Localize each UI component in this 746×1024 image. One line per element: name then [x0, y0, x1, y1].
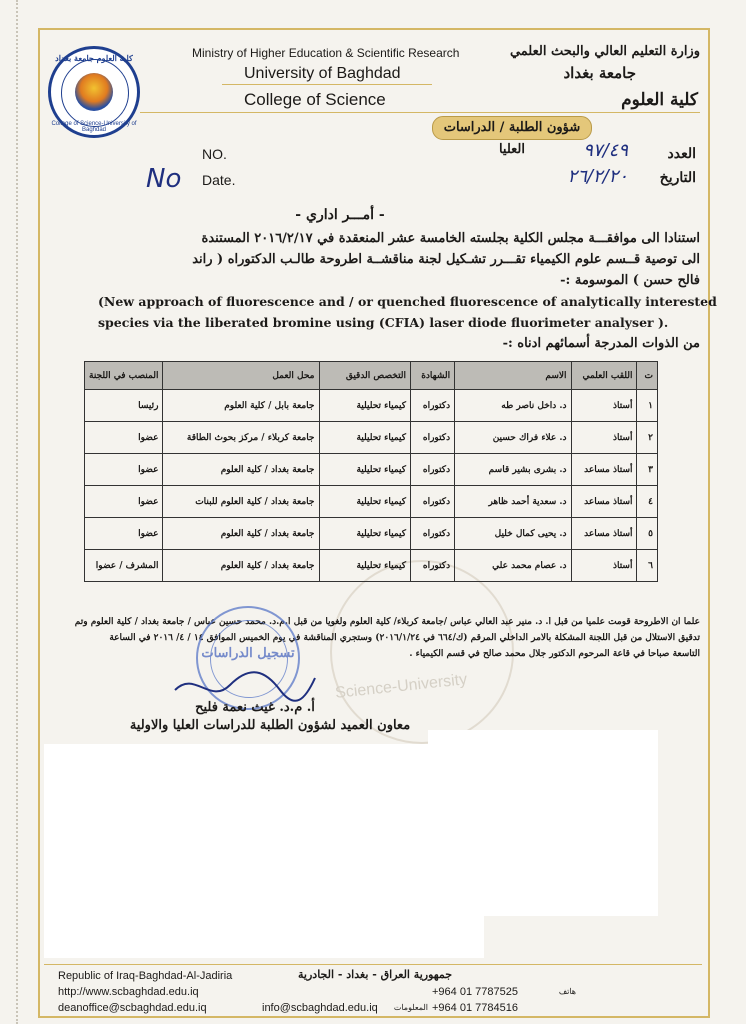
cell-role: عضوا — [85, 486, 163, 518]
note-line-3: التاسعة صباحا في قاعة المرحوم الدكتور جلال محمد صالح في قسم الكيمياء . — [409, 649, 700, 659]
redacted-area — [44, 900, 484, 958]
cell-workplace: جامعة بغداد / كلية العلوم — [163, 550, 319, 582]
cell-role: المشرف / عضوا — [85, 550, 163, 582]
table-row — [85, 518, 658, 550]
cell-name: د. عصام محمد علي — [455, 550, 571, 582]
header-rule-en — [222, 84, 432, 85]
table-row — [85, 422, 658, 454]
cell-title: أستاذ — [571, 390, 637, 422]
body-line-1: استنادا الى موافقـــة مجلس الكلية بجلسته الخامسة عشر المنعقدة في ٢٠١٦/٢/١٧ المستندة — [201, 231, 700, 246]
cell-name: د. داخل ناصر طه — [455, 390, 571, 422]
cell-workplace: جامعة بابل / كلية العلوم — [163, 390, 319, 422]
signatory-title: معاون العميد لشؤون الطلبة للدراسات العليا والاولية — [129, 718, 411, 733]
footer-rule — [44, 964, 702, 965]
footer-info-label: المعلومات — [393, 1003, 428, 1012]
footer-ar-address: جمهورية العراق - بغداد - الجادرية — [298, 968, 452, 981]
thesis-title-line-1: (New approach of fluorescence and / or quenched fluorescence of analytically interested — [98, 294, 717, 309]
note-line-2: تدقيق الاستلال من قبل اللجنة المشكلة بالامر الداخلي المرقم (ك/٦٦٤ في ٢٠١٦/١/٢٤) وستجري المناقشة في يوم الخميس الموافق ١٤ / ٤/ ٢٠١٦ في الساعة — [109, 633, 700, 643]
col-header-name: الاسم — [455, 362, 571, 390]
cell-degree: دكتوراه — [411, 390, 455, 422]
handwritten-ar-no: ٩٧/٤٩ — [583, 140, 628, 161]
committee-table — [84, 361, 658, 582]
cell-degree: دكتوراه — [411, 454, 455, 486]
cell-name: د. بشرى بشير قاسم — [455, 454, 571, 486]
cell-role: عضوا — [85, 454, 163, 486]
redacted-area — [428, 730, 658, 750]
cell-title: أستاذ — [571, 550, 637, 582]
footer-email-dean: deanoffice@scbaghdad.edu.iq — [58, 1002, 207, 1014]
table-row — [85, 454, 658, 486]
thesis-title-line-2: species via the liberated bromine using (CFIA) laser diode fluorimeter analyser ). — [98, 315, 669, 330]
cell-title: أستاذ مساعد — [571, 486, 637, 518]
ar-college: كلية العلوم — [621, 90, 698, 110]
ar-no-label: العدد — [667, 146, 696, 162]
cell-specialty: كيمياء تحليلية — [319, 486, 411, 518]
ar-university: جامعة بغداد — [563, 64, 636, 82]
no-label: NO. — [202, 146, 227, 162]
body-line-2: الى توصية قــسم علوم الكيمياء تقـــرر تشـكيل لجنة مناقشــة اطروحة طالـب الدكتوراه ( راند — [192, 252, 700, 267]
cell-index: ٢ — [637, 422, 658, 454]
cell-title: أستاذ مساعد — [571, 454, 637, 486]
department-banner: شؤون الطلبة / الدراسات العليا — [432, 116, 592, 140]
cell-degree: دكتوراه — [411, 422, 455, 454]
cell-degree: دكتوراه — [411, 550, 455, 582]
handwritten-ar-date: ٢٦/٢/٢٠ — [567, 166, 628, 187]
cell-specialty: كيمياء تحليلية — [319, 518, 411, 550]
left-perforation — [16, 0, 40, 1024]
members-intro: من الذوات المدرجة أسمائهم ادناه :- — [502, 336, 700, 351]
en-college: College of Science — [244, 90, 386, 109]
footer-phone-1: +964 01 7787525 — [432, 986, 518, 998]
footer-en-address: Republic of Iraq-Baghdad-Al-Jadiria — [58, 970, 233, 982]
watermark-text: Science-University — [334, 671, 468, 702]
cell-name: د. يحيى كمال خليل — [455, 518, 571, 550]
footer-website: http://www.scbaghdad.edu.iq — [58, 986, 199, 998]
date-label: Date. — [202, 172, 236, 188]
stamp-text: تسجيل الدراسات — [201, 646, 295, 661]
cell-specialty: كيمياء تحليلية — [319, 422, 411, 454]
cell-title: أستاذ مساعد — [571, 518, 637, 550]
logo-bottom-text: College of Science-University of Baghdad — [51, 121, 137, 133]
col-header-index: ت — [637, 362, 658, 390]
table-row — [85, 550, 658, 582]
table-row — [85, 486, 658, 518]
university-logo — [48, 46, 140, 138]
cell-degree: دكتوراه — [411, 486, 455, 518]
cell-role: رئيسا — [85, 390, 163, 422]
cell-specialty: كيمياء تحليلية — [319, 454, 411, 486]
header-rule — [140, 112, 700, 113]
signatory-name: أ. م.د. غيث نعمة فليح — [195, 700, 315, 715]
table-header-row — [85, 362, 658, 390]
footer-phone-label: هاتف — [558, 987, 576, 996]
cell-index: ٤ — [637, 486, 658, 518]
cell-name: د. سعدية أحمد ظاهر — [455, 486, 571, 518]
footer-phone-2: +964 01 7784516 — [432, 1002, 518, 1014]
en-university: University of Baghdad — [244, 65, 401, 82]
cell-specialty: كيمياء تحليلية — [319, 550, 411, 582]
col-header-degree: الشهادة — [411, 362, 455, 390]
cell-title: أستاذ — [571, 422, 637, 454]
cell-name: د. علاء فراك حسين — [455, 422, 571, 454]
table-row — [85, 390, 658, 422]
ar-ministry: وزارة التعليم العالي والبحث العلمي — [509, 44, 700, 59]
order-title: - أمـــر اداري - — [295, 207, 385, 223]
cell-degree: دكتوراه — [411, 518, 455, 550]
redacted-area — [44, 744, 658, 916]
col-header-title: اللقب العلمي — [571, 362, 637, 390]
col-header-specialty: التخصص الدقيق — [319, 362, 411, 390]
cell-workplace: جامعة كربلاء / مركز بحوث الطاقة — [163, 422, 319, 454]
logo-emblem-icon — [75, 73, 113, 111]
cell-workplace: جامعة بغداد / كلية العلوم — [163, 518, 319, 550]
note-line-1: علما ان الاطروحة قومت علمياً من قبل أ. د. منير عبد العالي عباس /جامعة كربلاء/ كلية العلوم ولغويا من قبل أ.م.د. محمد حسين عباس / جامعة بغداد / كلية العلوم وتم — [74, 617, 700, 627]
logo-top-text: كلية العلوم جامعة بغداد — [55, 53, 133, 63]
cell-index: ١ — [637, 390, 658, 422]
cell-index: ٦ — [637, 550, 658, 582]
cell-role: عضوا — [85, 422, 163, 454]
cell-specialty: كيمياء تحليلية — [319, 390, 411, 422]
cell-role: عضوا — [85, 518, 163, 550]
cell-index: ٣ — [637, 454, 658, 486]
en-ministry: Ministry of Higher Education & Scientific Research — [192, 46, 460, 60]
ar-date-label: التاريخ — [659, 170, 696, 186]
body-line-3: فالح حسن ) الموسومة :- — [560, 273, 700, 288]
cell-workplace: جامعة بغداد / كلية العلوم — [163, 454, 319, 486]
col-header-role: المنصب في اللجنة — [85, 362, 163, 390]
footer-email-info: info@scbaghdad.edu.iq — [262, 1002, 378, 1014]
handwritten-no: No — [146, 164, 182, 194]
col-header-workplace: محل العمل — [163, 362, 319, 390]
cell-index: ٥ — [637, 518, 658, 550]
cell-workplace: جامعة بغداد / كلية العلوم للبنات — [163, 486, 319, 518]
